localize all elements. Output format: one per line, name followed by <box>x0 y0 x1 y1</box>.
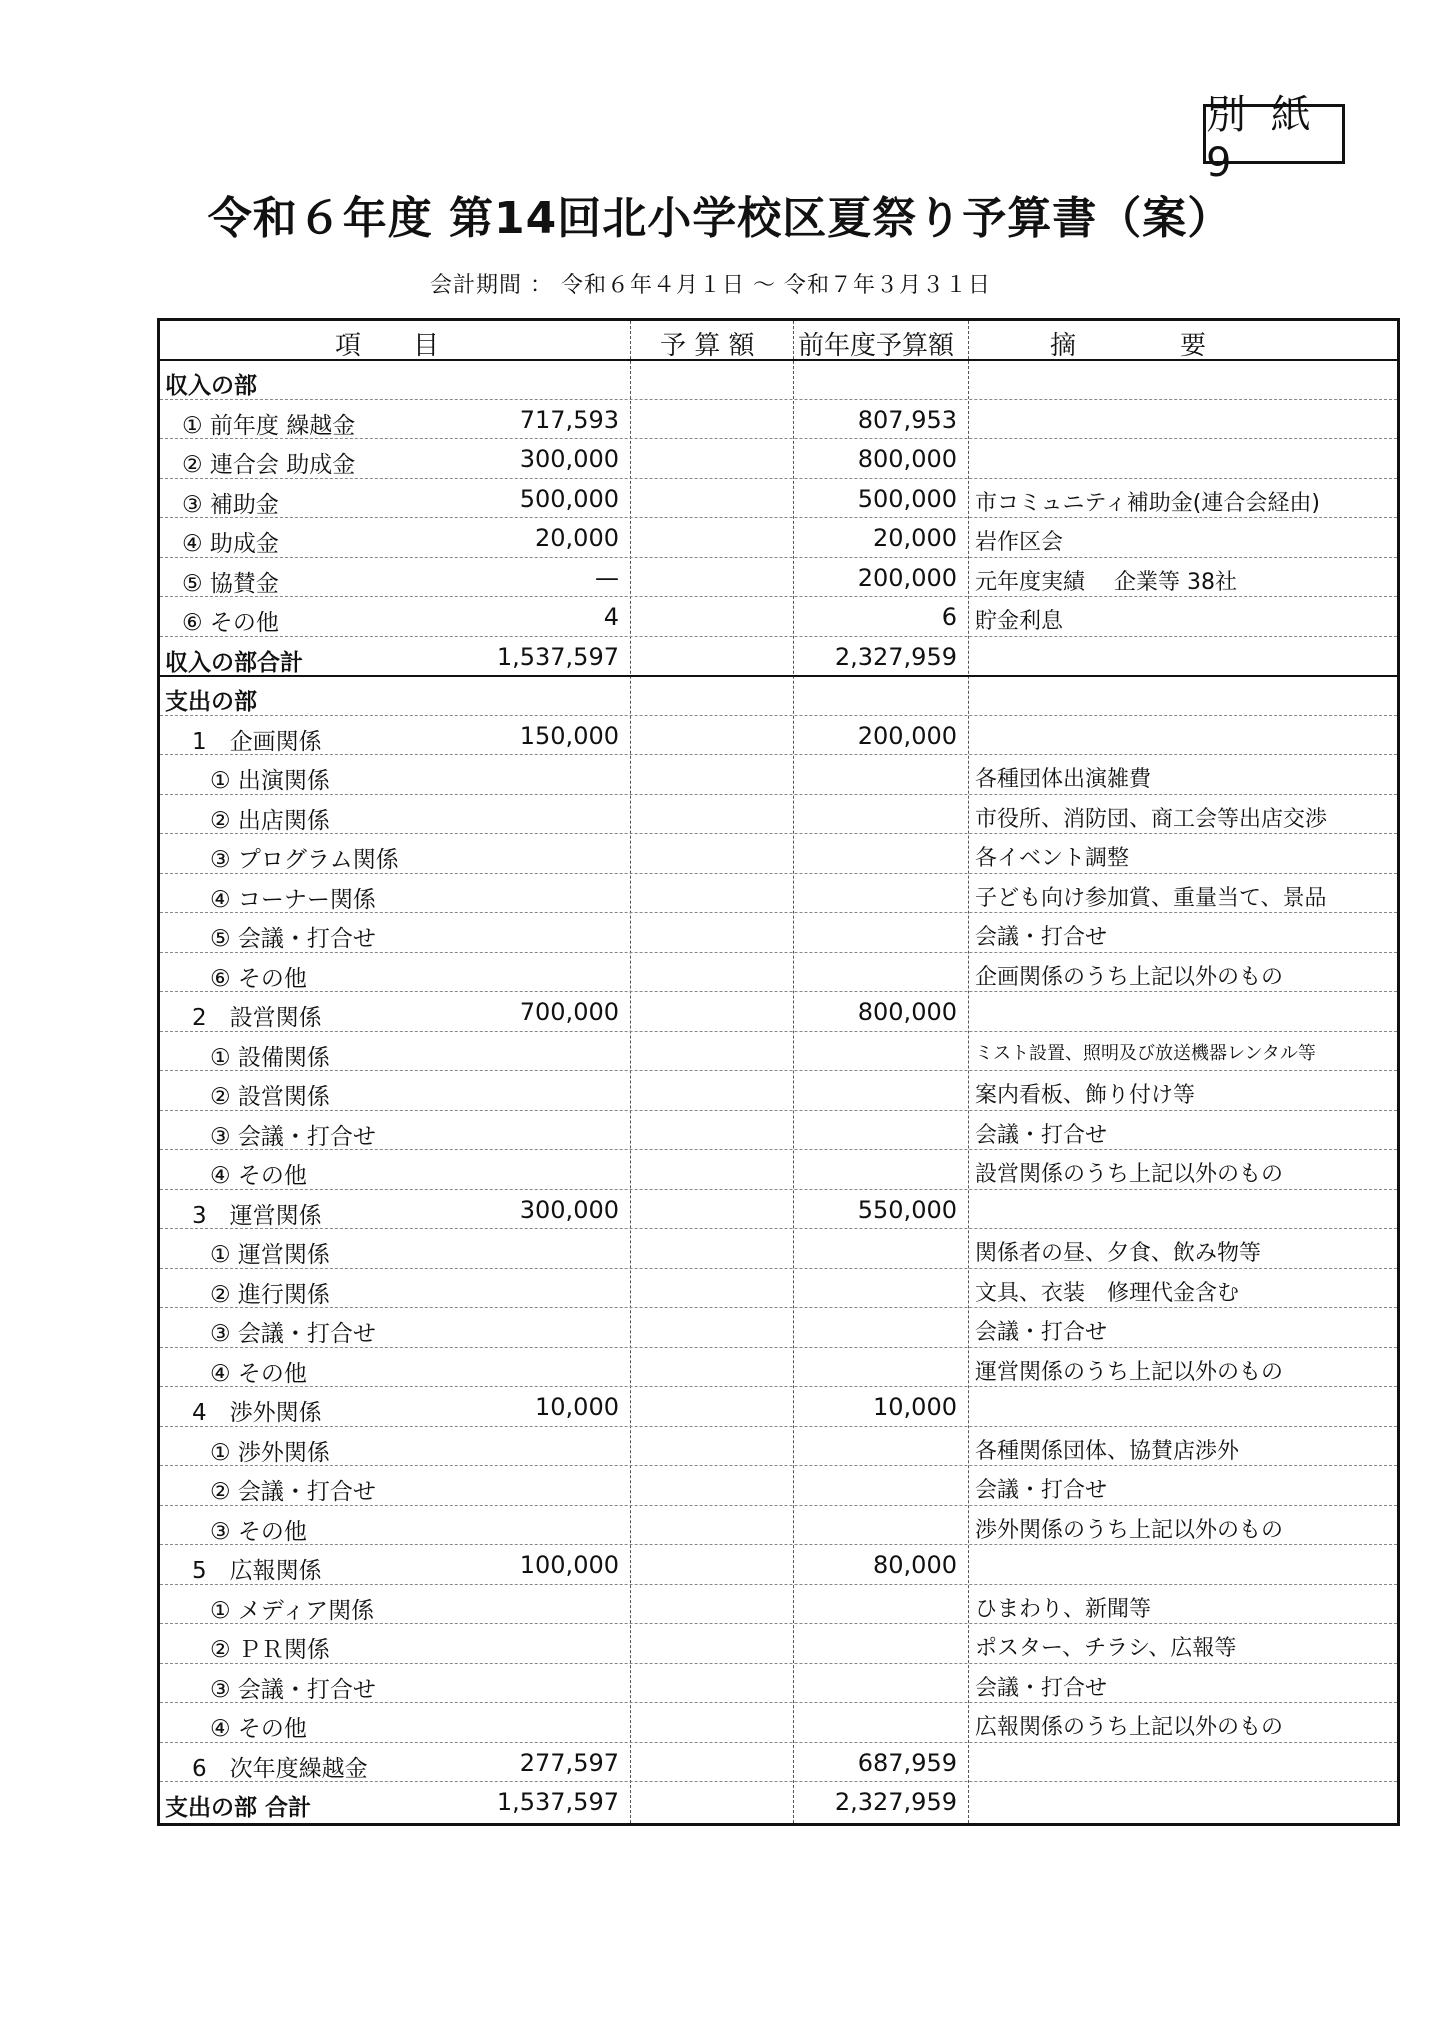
row-prev-budget: 800,000 <box>857 445 957 473</box>
row-prev-budget: 10,000 <box>873 1393 957 1421</box>
row-budget: 1,537,597 <box>496 1788 619 1816</box>
row-label: 6 次年度繰越金 <box>192 1755 368 1782</box>
table-row <box>160 675 1397 716</box>
table-row <box>160 596 1397 637</box>
row-budget: 717,593 <box>519 405 619 434</box>
table-header <box>160 321 1397 361</box>
row-note: 広報関係のうち上記以外のもの <box>975 1715 1284 1740</box>
table-row <box>160 1702 1397 1743</box>
row-prev-budget: 20,000 <box>873 524 957 552</box>
row-label: ① メディア関係 <box>210 1597 375 1624</box>
budget-table <box>157 318 1400 1826</box>
row-note: 案内看板、飾り付け等 <box>975 1083 1196 1108</box>
row-label: ② 設営関係 <box>210 1084 330 1110</box>
table-row <box>160 1781 1397 1821</box>
row-note: 運営関係のうち上記以外のもの <box>975 1359 1284 1385</box>
row-note: ミスト設置、照明及び放送機器レンタル等 <box>975 1042 1316 1064</box>
table-row <box>160 1584 1397 1625</box>
row-label: ① 運営関係 <box>210 1242 330 1268</box>
row-budget: 300,000 <box>519 445 619 473</box>
row-note: 市役所、消防団、商工会等出店交渉 <box>975 806 1328 832</box>
table-row <box>160 1465 1397 1506</box>
row-budget: 1,537,597 <box>496 642 619 671</box>
table-row <box>160 1623 1397 1664</box>
table-row <box>160 438 1397 479</box>
table-row <box>160 557 1397 598</box>
row-note: 各種団体出演雑費 <box>975 767 1152 792</box>
row-label: ② 会議・打合せ <box>210 1479 376 1505</box>
row-budget: 100,000 <box>519 1551 619 1579</box>
row-note: 関係者の昼、夕食、飲み物等 <box>975 1241 1262 1266</box>
table-row <box>160 1426 1397 1467</box>
table-row <box>160 873 1397 914</box>
row-label: 3 運営関係 <box>192 1202 322 1229</box>
table-row <box>160 1189 1397 1230</box>
header-prev-budget: 前年度予算額 <box>798 331 955 361</box>
table-row <box>160 912 1397 953</box>
row-label: ① 設備関係 <box>210 1044 330 1071</box>
header-budget: 予 算 額 <box>660 331 755 361</box>
header-item: 項 目 <box>335 331 440 361</box>
table-row <box>160 991 1397 1032</box>
row-budget: 500,000 <box>519 484 619 513</box>
row-note: 市コミュニティ補助金(連合会経由) <box>975 490 1320 516</box>
row-label: 2 設営関係 <box>192 1005 322 1031</box>
row-label: ③ その他 <box>210 1518 307 1545</box>
row-label: 5 広報関係 <box>192 1558 322 1584</box>
row-prev-budget: 500,000 <box>857 484 957 513</box>
row-prev-budget: 2,327,959 <box>834 642 957 671</box>
row-label: ③ 会議・打合せ <box>210 1321 376 1347</box>
row-prev-budget: 200,000 <box>857 721 957 750</box>
table-row <box>160 1663 1397 1704</box>
row-note: 元年度実績 企業等 38社 <box>975 569 1237 595</box>
row-note: 設営関係のうち上記以外のもの <box>975 1162 1284 1187</box>
row-label: ③ 会議・打合せ <box>210 1676 376 1703</box>
row-budget: 150,000 <box>519 721 619 750</box>
row-label: ③ プログラム関係 <box>210 847 399 873</box>
row-note: 文具、衣装 修理代金含む <box>975 1280 1240 1306</box>
row-note: 企画関係のうち上記以外のもの <box>975 964 1284 990</box>
row-prev-budget: 80,000 <box>873 1551 957 1579</box>
table-row <box>160 517 1397 558</box>
table-row <box>160 1149 1397 1190</box>
table-row <box>160 1505 1397 1546</box>
table-row <box>160 1544 1397 1585</box>
table-row <box>160 1031 1397 1072</box>
row-budget: 700,000 <box>519 998 619 1026</box>
table-row <box>160 1070 1397 1111</box>
table-row <box>160 1347 1397 1388</box>
row-prev-budget: 807,953 <box>857 405 957 434</box>
row-label: ④ その他 <box>210 1716 307 1742</box>
row-note: 渉外関係のうち上記以外のもの <box>975 1517 1284 1543</box>
table-row <box>160 1228 1397 1269</box>
row-label: ③ 会議・打合せ <box>210 1123 376 1150</box>
row-budget: 4 <box>603 603 619 631</box>
row-budget: 20,000 <box>535 524 619 552</box>
row-note: 会議・打合せ <box>975 1320 1108 1345</box>
row-note: ポスター、チラシ、広報等 <box>975 1636 1237 1661</box>
header-note: 摘 要 <box>1050 331 1207 361</box>
row-budget: 10,000 <box>535 1393 619 1421</box>
row-budget: 300,000 <box>519 1195 619 1224</box>
row-label: ② 進行関係 <box>210 1281 330 1308</box>
table-row <box>160 754 1397 795</box>
row-note: 各イベント調整 <box>975 846 1130 871</box>
accounting-period: 会計期間 ： 令和６年４月１日 ～ 令和７年３月３１日 <box>430 273 991 298</box>
row-label: ④ 助成金 <box>182 531 279 557</box>
row-label: ① 渉外関係 <box>210 1439 330 1466</box>
row-label: ① 出演関係 <box>210 768 330 794</box>
row-prev-budget: 2,327,959 <box>834 1788 957 1816</box>
table-row <box>160 1268 1397 1309</box>
row-label: 収入の部 <box>165 373 257 399</box>
row-label: ④ コーナー関係 <box>210 886 376 913</box>
row-label: ④ その他 <box>210 1360 307 1387</box>
attachment-label: 別 紙 9 <box>1203 104 1345 164</box>
table-row <box>160 1742 1397 1783</box>
table-row <box>160 1307 1397 1348</box>
row-label: ⑥ その他 <box>182 610 279 636</box>
row-label: ⑤ 協賛金 <box>182 570 279 597</box>
row-label: ② 出店関係 <box>210 807 330 834</box>
row-label: ② ＰＲ関係 <box>210 1637 330 1663</box>
row-prev-budget: 550,000 <box>857 1195 957 1224</box>
row-label: 1 企画関係 <box>192 728 322 755</box>
row-budget: 277,597 <box>519 1748 619 1777</box>
row-prev-budget: 687,959 <box>857 1748 957 1777</box>
table-row <box>160 1110 1397 1151</box>
row-prev-budget: 200,000 <box>857 563 957 592</box>
row-label: ① 前年度 繰越金 <box>182 412 356 439</box>
row-label: ③ 補助金 <box>182 491 279 518</box>
row-note: 会議・打合せ <box>975 925 1108 950</box>
row-note: 会議・打合せ <box>975 1478 1108 1503</box>
row-note: 貯金利息 <box>975 609 1064 634</box>
row-note: 会議・打合せ <box>975 1675 1108 1701</box>
row-label: 収入の部合計 <box>165 649 303 676</box>
table-row <box>160 833 1397 874</box>
table-row <box>160 715 1397 756</box>
row-label: ⑥ その他 <box>210 965 307 992</box>
row-label: 支出の部 <box>165 689 257 715</box>
row-note: 各種関係団体、協賛店渉外 <box>975 1438 1240 1464</box>
table-row <box>160 359 1397 400</box>
row-note: 会議・打合せ <box>975 1122 1108 1148</box>
page-title: 令和６年度 第14回北小学校区夏祭り予算書（案） <box>207 193 1233 244</box>
row-budget: — <box>595 563 619 592</box>
table-row <box>160 478 1397 519</box>
table-row <box>160 1386 1397 1427</box>
table-row <box>160 399 1397 440</box>
row-label: 4 渉外関係 <box>192 1400 322 1426</box>
row-note: ひまわり、新聞等 <box>975 1596 1152 1622</box>
row-note: 岩作区会 <box>975 530 1064 555</box>
row-label: ② 連合会 助成金 <box>182 452 356 478</box>
row-label: ④ その他 <box>210 1163 307 1189</box>
table-row <box>160 794 1397 835</box>
row-prev-budget: 800,000 <box>857 998 957 1026</box>
row-label: ⑤ 会議・打合せ <box>210 926 376 952</box>
row-prev-budget: 6 <box>941 603 957 631</box>
row-note: 子ども向け参加賞、重量当て、景品 <box>975 885 1327 911</box>
row-label: 支出の部 合計 <box>165 1795 312 1821</box>
table-row <box>160 952 1397 993</box>
table-row <box>160 636 1397 678</box>
